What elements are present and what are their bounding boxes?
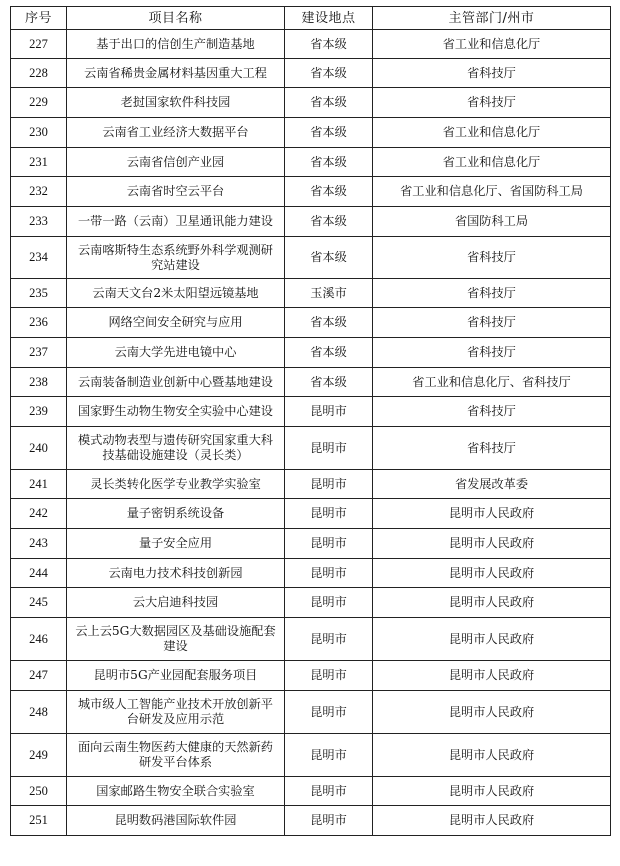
- cell-name: 面向云南生物医药大健康的天然新药研发平台体系: [67, 734, 285, 777]
- cell-location: 昆明市: [285, 691, 373, 734]
- cell-no: 248: [11, 691, 67, 734]
- cell-name: 云南省稀贵金属材料基因重大工程: [67, 59, 285, 88]
- cell-no: 229: [11, 88, 67, 118]
- cell-location: 昆明市: [285, 529, 373, 559]
- cell-no: 237: [11, 338, 67, 368]
- cell-location: 昆明市: [285, 734, 373, 777]
- cell-dept: 省科技厅: [373, 88, 611, 118]
- cell-location: 省本级: [285, 118, 373, 148]
- cell-name: 灵长类转化医学专业教学实验室: [67, 470, 285, 499]
- cell-dept: 昆明市人民政府: [373, 559, 611, 588]
- cell-name: 云南省信创产业园: [67, 148, 285, 177]
- cell-no: 250: [11, 777, 67, 806]
- table-row: [11, 177, 611, 207]
- cell-name: 昆明市5G产业园配套服务项目: [67, 661, 285, 691]
- cell-name: 云南电力技术科技创新园: [67, 559, 285, 588]
- table-row: [11, 237, 611, 279]
- cell-no: 233: [11, 207, 67, 237]
- cell-no: 251: [11, 806, 67, 836]
- cell-name: 模式动物表型与遗传研究国家重大科技基础设施建设（灵长类）: [67, 427, 285, 470]
- cell-no: 238: [11, 368, 67, 397]
- cell-name: 云南省工业经济大数据平台: [67, 118, 285, 148]
- table-row: [11, 279, 611, 308]
- cell-name: 云南大学先进电镜中心: [67, 338, 285, 368]
- cell-location: 昆明市: [285, 559, 373, 588]
- cell-dept: 省工业和信息化厅、省国防科工局: [373, 177, 611, 207]
- cell-location: 昆明市: [285, 499, 373, 529]
- cell-name: 量子安全应用: [67, 529, 285, 559]
- cell-location: 省本级: [285, 237, 373, 279]
- cell-name: 云上云5G大数据园区及基础设施配套建设: [67, 618, 285, 661]
- table-row: [11, 734, 611, 777]
- cell-no: 236: [11, 308, 67, 338]
- cell-dept: 省发展改革委: [373, 470, 611, 499]
- cell-no: 249: [11, 734, 67, 777]
- header-location: 建设地点: [285, 7, 373, 30]
- cell-dept: 省工业和信息化厅: [373, 118, 611, 148]
- cell-dept: 省国防科工局: [373, 207, 611, 237]
- cell-name: 量子密钥系统设备: [67, 499, 285, 529]
- cell-location: 省本级: [285, 30, 373, 59]
- cell-name: 国家野生动物生物安全实验中心建设: [67, 397, 285, 427]
- cell-no: 232: [11, 177, 67, 207]
- project-table: [10, 6, 611, 836]
- cell-location: 昆明市: [285, 777, 373, 806]
- cell-location: 昆明市: [285, 397, 373, 427]
- table-row: [11, 118, 611, 148]
- cell-name: 基于出口的信创生产制造基地: [67, 30, 285, 59]
- cell-no: 245: [11, 588, 67, 618]
- table-row: [11, 368, 611, 397]
- cell-dept: 省科技厅: [373, 59, 611, 88]
- cell-name: 云南省时空云平台: [67, 177, 285, 207]
- table-row: [11, 499, 611, 529]
- header-dept: 主管部门/州市: [373, 7, 611, 30]
- cell-location: 省本级: [285, 308, 373, 338]
- cell-dept: 省工业和信息化厅、省科技厅: [373, 368, 611, 397]
- cell-dept: 省科技厅: [373, 397, 611, 427]
- cell-name: 城市级人工智能产业技术开放创新平台研发及应用示范: [67, 691, 285, 734]
- cell-dept: 昆明市人民政府: [373, 588, 611, 618]
- table-row: [11, 397, 611, 427]
- table-row: [11, 777, 611, 806]
- cell-dept: 昆明市人民政府: [373, 661, 611, 691]
- cell-location: 省本级: [285, 338, 373, 368]
- cell-no: 240: [11, 427, 67, 470]
- cell-location: 省本级: [285, 88, 373, 118]
- cell-name: 昆明数码港国际软件园: [67, 806, 285, 836]
- table-row: [11, 88, 611, 118]
- table-row: [11, 148, 611, 177]
- table-row: [11, 427, 611, 470]
- cell-no: 235: [11, 279, 67, 308]
- cell-dept: 昆明市人民政府: [373, 777, 611, 806]
- table-row: [11, 559, 611, 588]
- cell-dept: 昆明市人民政府: [373, 806, 611, 836]
- cell-name: 云大启迪科技园: [67, 588, 285, 618]
- cell-dept: 昆明市人民政府: [373, 618, 611, 661]
- table-row: [11, 588, 611, 618]
- cell-dept: 省科技厅: [373, 427, 611, 470]
- header-no: 序号: [11, 7, 67, 30]
- cell-location: 昆明市: [285, 427, 373, 470]
- cell-name: 网络空间安全研究与应用: [67, 308, 285, 338]
- cell-name: 云南天文台2米太阳望远镜基地: [67, 279, 285, 308]
- table-row: [11, 661, 611, 691]
- table-row: [11, 59, 611, 88]
- cell-name: 国家邮路生物安全联合实验室: [67, 777, 285, 806]
- cell-no: 230: [11, 118, 67, 148]
- table-row: [11, 618, 611, 661]
- cell-no: 241: [11, 470, 67, 499]
- table-row: [11, 30, 611, 59]
- cell-location: 玉溪市: [285, 279, 373, 308]
- table-row: [11, 529, 611, 559]
- cell-location: 昆明市: [285, 470, 373, 499]
- cell-location: 省本级: [285, 177, 373, 207]
- cell-no: 246: [11, 618, 67, 661]
- cell-no: 242: [11, 499, 67, 529]
- cell-dept: 昆明市人民政府: [373, 691, 611, 734]
- cell-name: 云南喀斯特生态系统野外科学观测研究站建设: [67, 237, 285, 279]
- cell-dept: 昆明市人民政府: [373, 529, 611, 559]
- cell-location: 昆明市: [285, 588, 373, 618]
- cell-location: 昆明市: [285, 806, 373, 836]
- cell-dept: 昆明市人民政府: [373, 499, 611, 529]
- cell-location: 昆明市: [285, 661, 373, 691]
- cell-location: 省本级: [285, 207, 373, 237]
- cell-location: 省本级: [285, 368, 373, 397]
- cell-location: 昆明市: [285, 618, 373, 661]
- cell-no: 244: [11, 559, 67, 588]
- cell-name: 一带一路（云南）卫星通讯能力建设: [67, 207, 285, 237]
- cell-dept: 省科技厅: [373, 338, 611, 368]
- table-body: [11, 30, 611, 836]
- cell-dept: 昆明市人民政府: [373, 734, 611, 777]
- header-row: [11, 7, 611, 30]
- cell-no: 234: [11, 237, 67, 279]
- cell-name: 老挝国家软件科技园: [67, 88, 285, 118]
- table-row: [11, 308, 611, 338]
- cell-name: 云南装备制造业创新中心暨基地建设: [67, 368, 285, 397]
- cell-dept: 省工业和信息化厅: [373, 30, 611, 59]
- table-row: [11, 806, 611, 836]
- cell-dept: 省科技厅: [373, 308, 611, 338]
- table-row: [11, 470, 611, 499]
- cell-location: 省本级: [285, 148, 373, 177]
- cell-no: 231: [11, 148, 67, 177]
- cell-no: 228: [11, 59, 67, 88]
- cell-no: 247: [11, 661, 67, 691]
- cell-no: 243: [11, 529, 67, 559]
- table-row: [11, 207, 611, 237]
- cell-no: 239: [11, 397, 67, 427]
- cell-no: 227: [11, 30, 67, 59]
- cell-dept: 省科技厅: [373, 237, 611, 279]
- header-name: 项目名称: [67, 7, 285, 30]
- table-row: [11, 691, 611, 734]
- cell-dept: 省工业和信息化厅: [373, 148, 611, 177]
- cell-dept: 省科技厅: [373, 279, 611, 308]
- cell-location: 省本级: [285, 59, 373, 88]
- table-row: [11, 338, 611, 368]
